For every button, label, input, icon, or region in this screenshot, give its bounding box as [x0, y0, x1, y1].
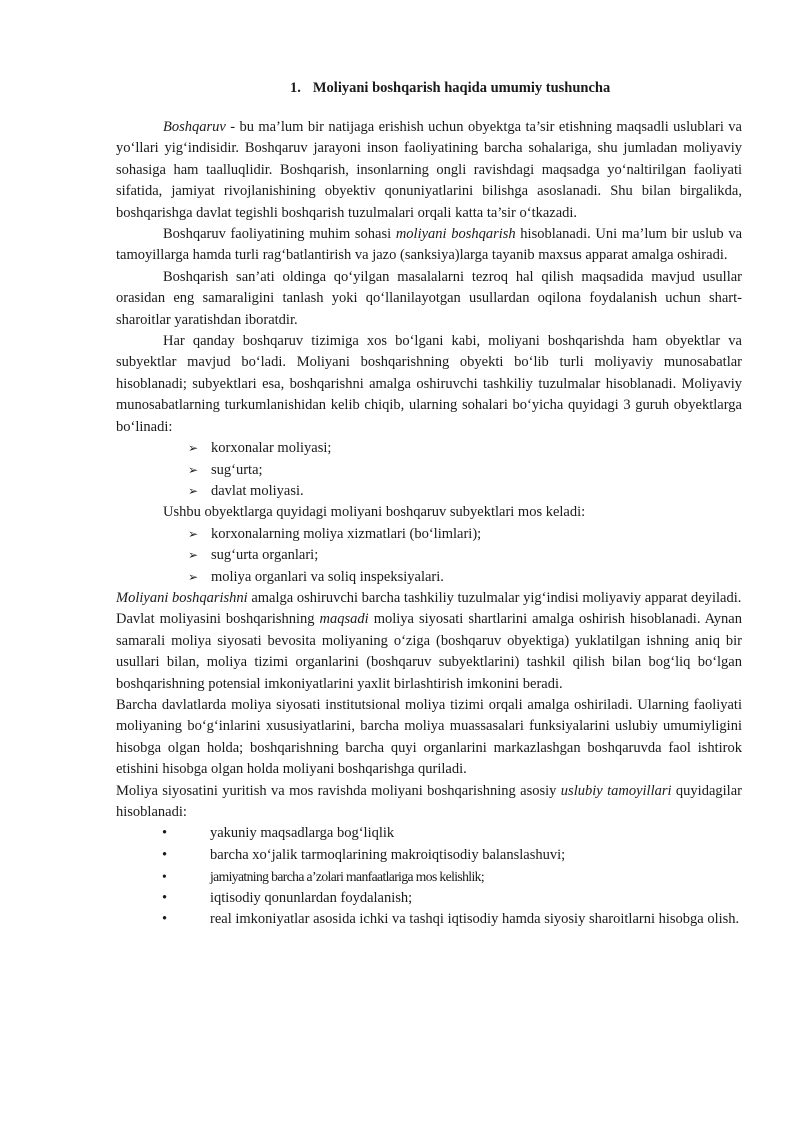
term-moliyani-boshqarishni: Moliyani boshqarishni	[116, 589, 248, 606]
arrow-bullet-icon: ➢	[188, 462, 199, 477]
list-item: ➢ davlat moliyasi.	[188, 481, 742, 502]
paragraph-boshqarish-sanati: Boshqarish san’ati oldinga qo‘yilgan masalalarni tezroq hal qilish maqsadida mavjud usullar orasidan eng samaraligini tanlash yoki qo‘llanilayotgan usullardan oqilona foydalanish uchun shart-sharoitlar yaratishdan iboratdir.	[116, 268, 742, 328]
bullet-icon: •	[162, 889, 168, 906]
term-boshqaruv: Boshqaruv	[163, 119, 226, 135]
list-item: ➢ sug‘urta organlari;	[188, 545, 742, 566]
paragraph-moliyaviy-apparat: Moliyani boshqarishni amalga oshiruvchi barcha tashkiliy tuzulmalar yig‘indisi moliyaviy apparat deyiladi.	[116, 589, 742, 606]
arrow-bullet-icon: ➢	[188, 441, 199, 456]
principles-list	[116, 823, 742, 930]
section-heading	[116, 78, 742, 98]
list-item: ➢ korxonalarning moliya xizmatlari (bo‘limlari);	[188, 524, 742, 545]
arrow-bullet-icon: ➢	[188, 526, 199, 541]
bullet-icon: •	[162, 911, 168, 928]
list-item: • jamiyatning barcha a’zolari manfaatlariga mos kelishlik;	[116, 866, 742, 887]
term-uslubiy-tamoyillari: uslubiy tamoyillari	[560, 782, 672, 799]
paragraph-maqsadi: Davlat moliyasini boshqarishning maqsadi moliya siyosati shartlarini amalga oshirish hisoblanadi. Aynan samarali moliya siyosati bevosita moliyaning o‘ziga (boshqaruv obyektiga) yuklatilgan ishning aniq bir usullari bilan, moliya tizimi organlarini (boshqaruv subyektlarini) tashkil qilish bilan bog‘liq bo‘lgan boshqarishning potensial imkoniyatlarini yaxlit birlashtirish imkonini beradi.	[116, 611, 742, 692]
bullet-icon: •	[162, 825, 168, 842]
arrow-bullet-icon: ➢	[188, 569, 199, 584]
document-body	[116, 117, 742, 930]
bullet-icon: •	[162, 869, 167, 885]
paragraph-obyekt-subyekt: Har qanday boshqaruv tizimiga xos bo‘lgani kabi, moliyani boshqarishda ham obyektlar va subyektlar mavjud bo‘ladi. Moliyani boshqarishning obyekti bo‘lib turli moliyaviy munosabatlar hisoblanadi; subyektlari esa, boshqarishni amalga oshiruvchi tashkiliy tuzulmalar hisoblanadi. Moliyaviy munosabatlarning turkumlanishidan kelib chiqib, ularning sohalari bo‘yicha quyidagi 3 guruh obyektlarga bo‘linadi:	[116, 333, 742, 435]
term-maqsadi: maqsadi	[319, 611, 369, 628]
subjects-list	[116, 524, 742, 588]
paragraph-uslubiy-tamoyillar: Moliya siyosatini yuritish va mos ravishda moliyani boshqarishning asosiy uslubiy tamoyillari quyidagilar hisoblanadi:	[116, 782, 742, 820]
list-item: • yakuniy maqsadlarga bog‘liqlik	[116, 823, 742, 844]
section-number: 1.	[290, 80, 301, 96]
list-item: ➢ sug‘urta;	[188, 460, 742, 481]
paragraph-boshqaruv-definition: Boshqaruv - bu ma’lum bir natijaga erishish uchun obyektga ta’sir etishning maqsadli uslublari va yo‘llari yig‘indisidir. Boshqaruv jarayoni inson faoliyatining barcha sohalariga, shu jumladan moliyaviy sohasiga ham taalluqlidir. Boshqarish, insonlarning ongli ravishdagi maqsadga yo‘naltirilgan faoliyati sifatida, jamiyat rivojlanishining obyektiv qonuniyatlarini bilishga asoslanadi. Shu bilan birgalikda, boshqarishga davlat tegishli boshqarish tuzulmalari orqali katta ta’sir o‘tkazadi.	[116, 119, 742, 221]
section-title: Moliyani boshqarish haqida umumiy tushuncha	[312, 80, 611, 96]
paragraph-subyektlar-intro: Ushbu obyektlarga quyidagi moliyani boshqaruv subyektlari mos keladi:	[163, 504, 586, 521]
arrow-bullet-icon: ➢	[188, 548, 199, 563]
list-item: ➢ moliya organlari va soliq inspeksiyalari.	[188, 567, 742, 588]
arrow-bullet-icon: ➢	[188, 483, 199, 498]
paragraph-institutsional: Barcha davlatlarda moliya siyosati institutsional moliya tizimi orqali amalga oshiriladi. Ularning faoliyati moliyaning bo‘g‘inlarini xususiyatlarini, barcha moliya muassasalari funksiyalarini uslubiy umumiyligini hisobga olgan holda; boshqarishning barcha quyi organlarini markazlashgan boshqaruvda faol ishtirok etishini hisobga olgan holda moliyani boshqarishga quriladi.	[116, 696, 742, 778]
term-moliyani-boshqarish: moliyani boshqarish	[395, 226, 516, 243]
list-item: • barcha xo‘jalik tarmoqlarining makroiqtisodiy balanslashuvi;	[116, 845, 742, 866]
objects-list	[116, 438, 742, 502]
list-item: ➢ korxonalar moliyasi;	[188, 438, 742, 459]
list-item: • real imkoniyatlar asosida ichki va tashqi iqtisodiy hamda siyosiy sharoitlarni hisobga olish.	[116, 909, 742, 930]
paragraph-moliyani-boshqarish: Boshqaruv faoliyatining muhim sohasi moliyani boshqarish hisoblanadi. Uni ma’lum bir uslub va tamoyillarga hamda turli rag‘batlantirish va jazo (sanksiya)larga tayanib maxsus apparat amalga oshiradi.	[116, 226, 743, 264]
list-item: • iqtisodiy qonunlardan foydalanish;	[116, 888, 742, 909]
bullet-icon: •	[162, 846, 168, 863]
